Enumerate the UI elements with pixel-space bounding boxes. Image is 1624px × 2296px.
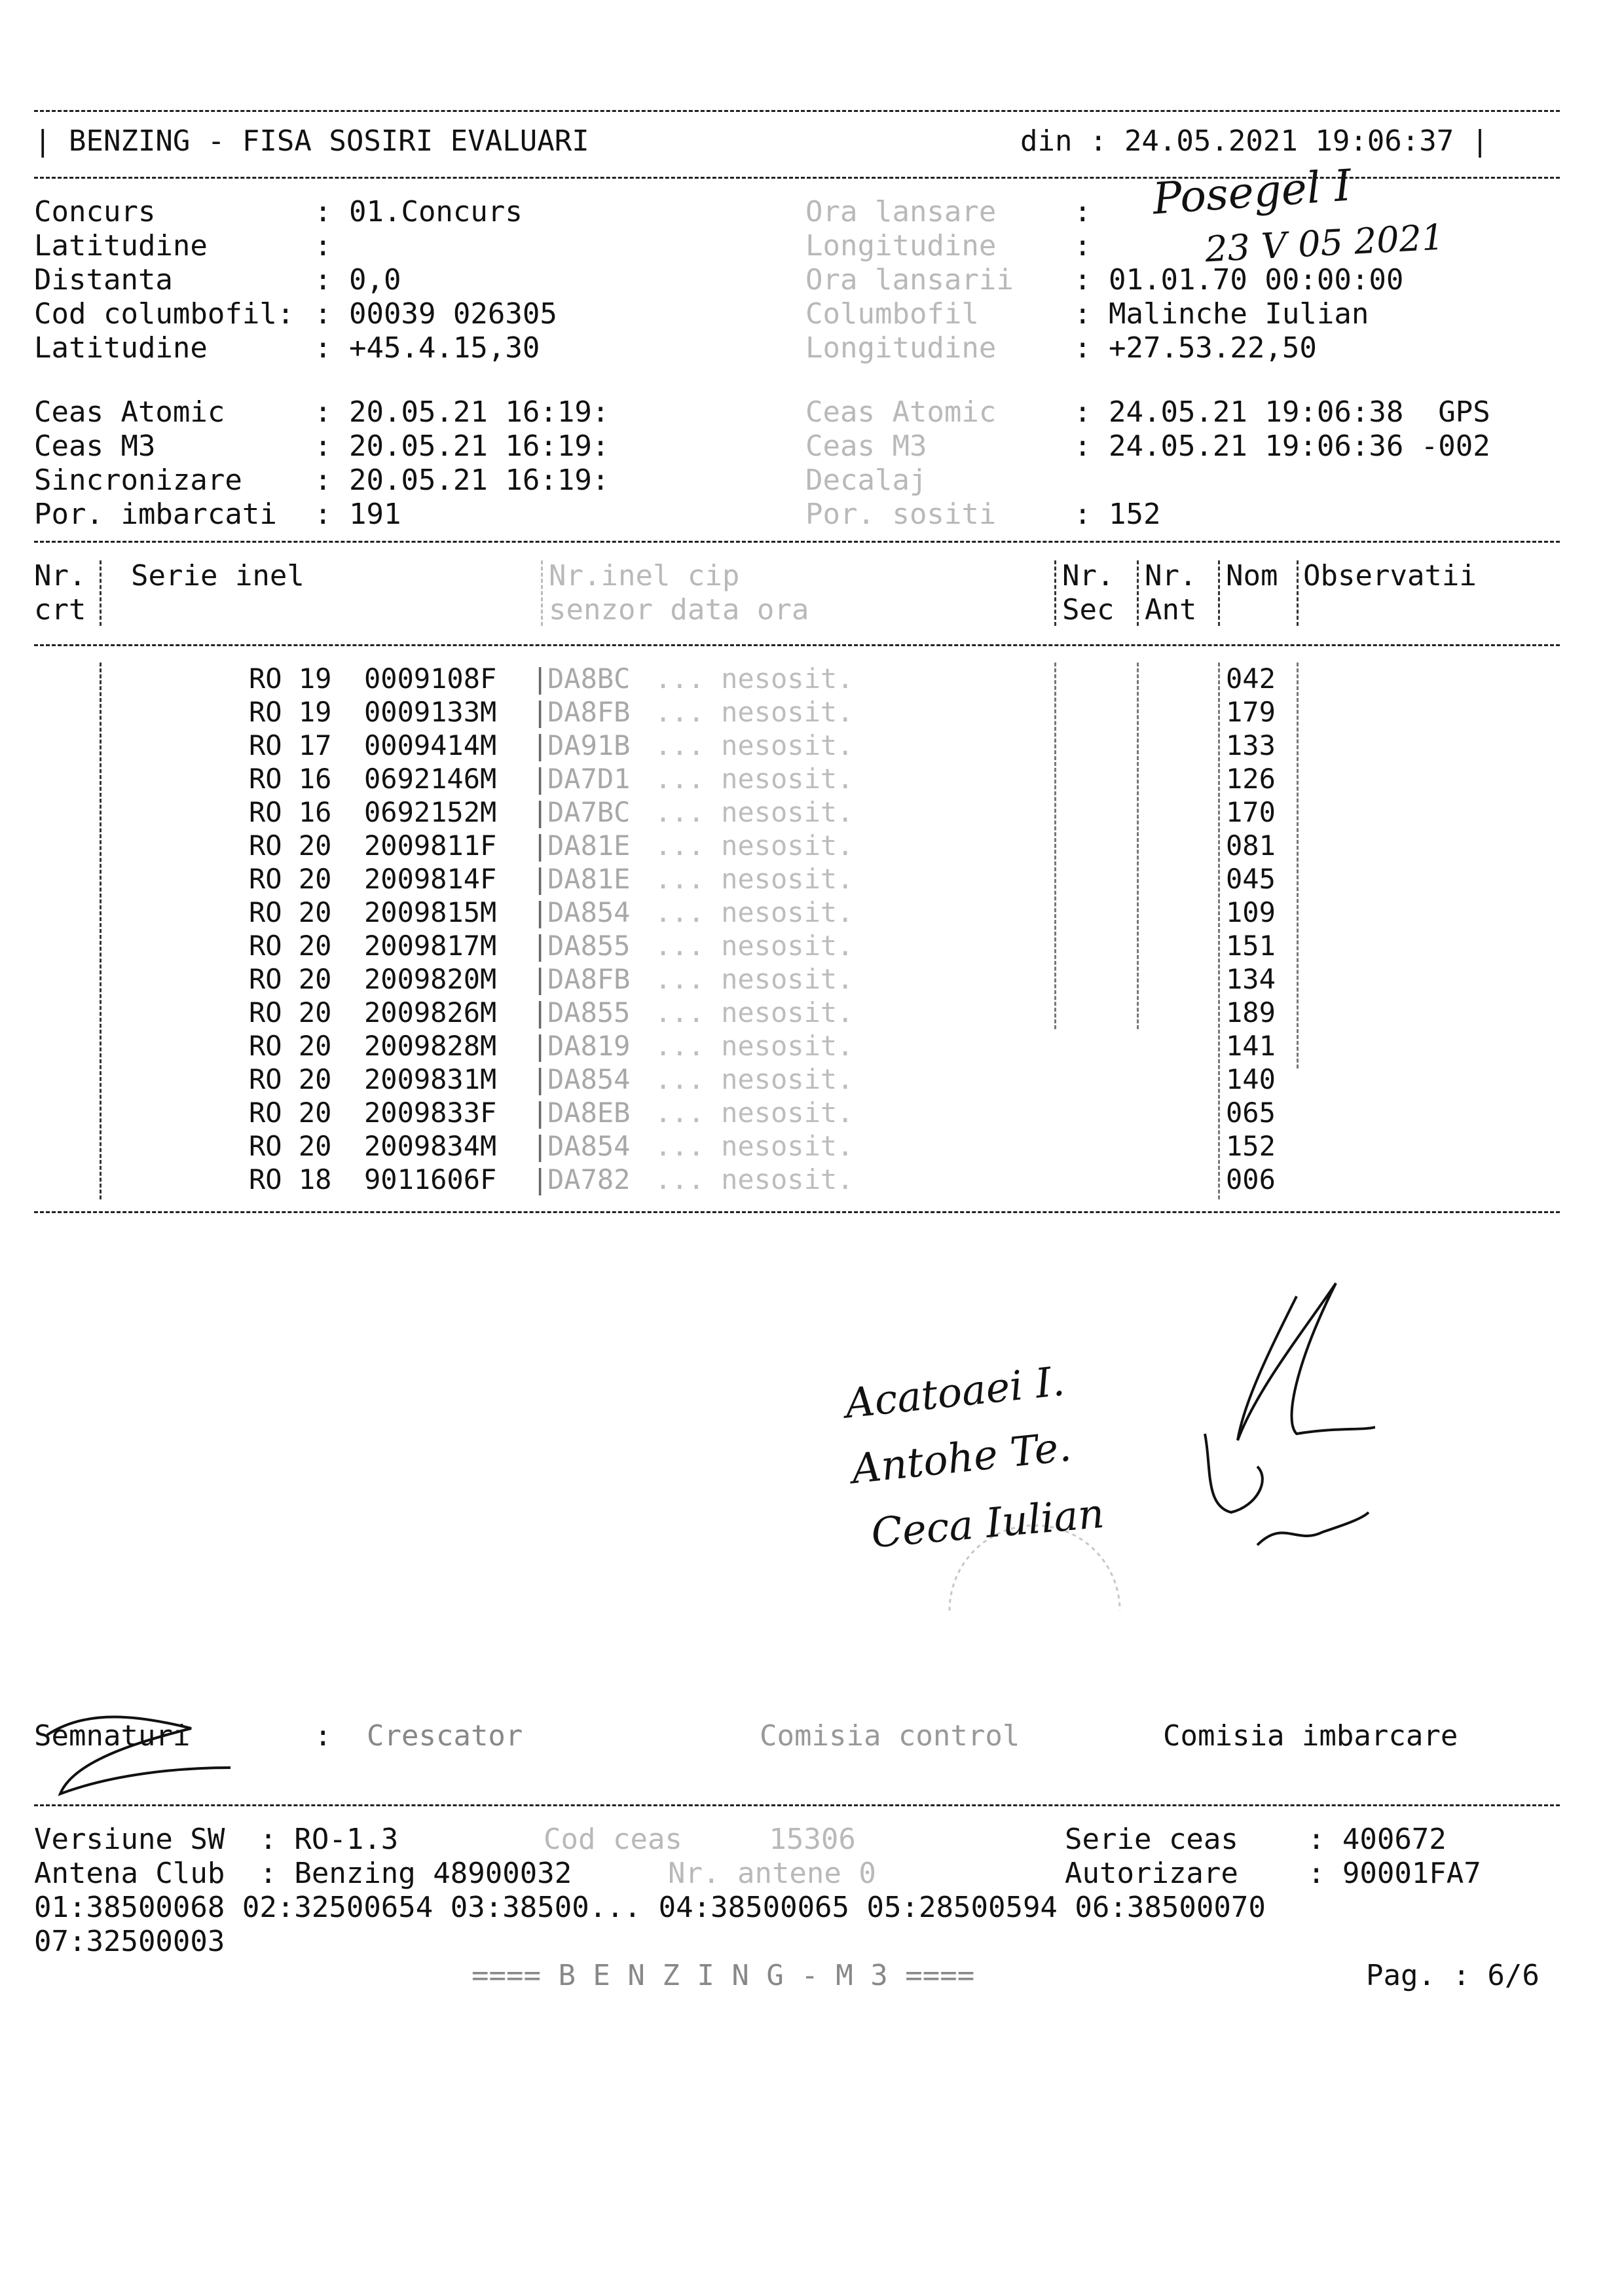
info-label: Latitudine — [34, 331, 208, 365]
col-nom: Nom — [1226, 559, 1278, 592]
col-sep — [1137, 663, 1139, 1029]
ring-number: RO 20 — [249, 1030, 348, 1062]
ring-serial: 2009815M — [364, 896, 497, 928]
ring-serial: 9011606F — [364, 1163, 497, 1195]
footer-antenna-list-2: 07:32500003 — [34, 1925, 225, 1958]
arrival-status: ... nesosit. — [655, 996, 854, 1029]
ring-serial: 2009811F — [364, 829, 497, 862]
clock-label: Ceas Atomic — [34, 395, 225, 429]
col-sep — [1137, 560, 1139, 626]
table-row — [0, 963, 1624, 996]
chip-id: DA819 — [547, 1030, 631, 1062]
cell-separator: | — [532, 996, 549, 1029]
table-bottom-rule — [34, 1211, 1560, 1213]
footer-serie: Serie ceas : 400672 — [1065, 1823, 1447, 1856]
ring-serial: 2009826M — [364, 996, 497, 1029]
cell-separator: | — [532, 1130, 549, 1162]
chip-id: DA91B — [547, 729, 631, 761]
ring-serial: 2009828M — [364, 1030, 497, 1062]
cell-separator: | — [532, 863, 549, 895]
arrival-status: ... nesosit. — [655, 1030, 854, 1062]
report-title: | BENZING - FISA SOSIRI EVALUARI — [34, 124, 589, 158]
arrival-status: ... nesosit. — [655, 1163, 854, 1195]
arrival-status: ... nesosit. — [655, 663, 854, 695]
clock-label: Ceas M3 — [805, 429, 927, 463]
footer-cod: Cod ceas 15306 — [544, 1823, 856, 1856]
clock-label: Por. imbarcati — [34, 498, 277, 531]
arrival-status: ... nesosit. — [655, 1063, 854, 1095]
clock-value: : 152 — [1074, 498, 1161, 531]
info-value: : 01.Concurs — [314, 195, 523, 228]
ring-number: RO 20 — [249, 996, 348, 1029]
ring-number: RO 16 — [249, 796, 348, 828]
nom-value: 045 — [1226, 863, 1276, 895]
arrival-status: ... nesosit. — [655, 696, 854, 728]
ring-number: RO 20 — [249, 963, 348, 995]
clock-value: : 20.05.21 16:19: — [314, 429, 610, 463]
info-value: : — [1074, 229, 1092, 263]
chip-id: DA7BC — [547, 796, 631, 828]
ring-serial: 2009834M — [364, 1130, 497, 1162]
cell-separator: | — [532, 1030, 549, 1062]
info-label: Latitudine — [34, 229, 208, 263]
table-row — [0, 1097, 1624, 1130]
ring-serial: 2009817M — [364, 930, 497, 962]
col-ant: Nr. — [1145, 559, 1197, 592]
chip-id: DA854 — [547, 1130, 631, 1162]
arrival-status: ... nesosit. — [655, 729, 854, 761]
info-value: : +45.4.15,30 — [314, 331, 540, 365]
col-ant-sub: Ant — [1145, 593, 1197, 627]
chip-id: DA81E — [547, 829, 631, 862]
crescator-signature — [34, 1696, 244, 1800]
table-row — [0, 1063, 1624, 1097]
col-sep — [1218, 560, 1220, 626]
page-number: Pag. : 6/6 — [1366, 1959, 1540, 1992]
footer-rule — [34, 1804, 1560, 1806]
sign-control: Comisia control — [760, 1719, 1020, 1753]
nom-value: 170 — [1226, 796, 1276, 828]
info-value: : Malinche Iulian — [1074, 297, 1369, 331]
table-row — [0, 696, 1624, 729]
table-row — [0, 863, 1624, 896]
ring-serial: 0009108F — [364, 663, 497, 695]
ring-number: RO 20 — [249, 896, 348, 928]
col-serie: Serie inel — [131, 559, 304, 592]
nom-value: 006 — [1226, 1163, 1276, 1195]
info-label: Cod columbofil: — [34, 297, 295, 331]
ring-serial: 2009833F — [364, 1097, 497, 1129]
col-crt: crt — [34, 593, 86, 627]
ring-number: RO 20 — [249, 829, 348, 862]
arrival-status: ... nesosit. — [655, 796, 854, 828]
clock-label: Decalaj — [805, 464, 927, 497]
signature-name: Acatoaei I. — [843, 1357, 1067, 1428]
footer-sw: Versiune SW : RO-1.3 — [34, 1823, 399, 1856]
cell-separator: | — [532, 796, 549, 828]
sign-colon: : — [314, 1719, 332, 1753]
col-sep — [100, 560, 101, 626]
chip-id: DA7D1 — [547, 763, 631, 795]
info-label: Ora lansarii — [805, 263, 1014, 297]
nom-value: 134 — [1226, 963, 1276, 995]
cell-separator: | — [532, 829, 549, 862]
ring-number: RO 17 — [249, 729, 348, 761]
info-value: : — [314, 229, 332, 263]
col-cip-sub: senzor data ora — [549, 593, 809, 627]
nom-value: 152 — [1226, 1130, 1276, 1162]
ring-number: RO 18 — [249, 1163, 348, 1195]
clock-value: : 191 — [314, 498, 401, 531]
info-label: Longitudine — [805, 229, 997, 263]
nom-value: 126 — [1226, 763, 1276, 795]
clock-value: : 20.05.21 16:19: — [314, 395, 610, 429]
signature-name: Antohe Te. — [849, 1422, 1074, 1493]
info-value: : 01.01.70 00:00:00 — [1074, 263, 1404, 297]
info-label: Concurs — [34, 195, 156, 228]
arrival-status: ... nesosit. — [655, 863, 854, 895]
info-label: Distanta — [34, 263, 173, 297]
ring-serial: 2009831M — [364, 1063, 497, 1095]
nom-value: 133 — [1226, 729, 1276, 761]
footer-antena: Antena Club : Benzing 48900032 — [34, 1857, 572, 1890]
clock-value: : 20.05.21 16:19: — [314, 464, 610, 497]
col-sep — [100, 663, 101, 1199]
col-sep — [1218, 663, 1220, 1199]
cell-separator: | — [532, 930, 549, 962]
ring-number: RO 19 — [249, 696, 348, 728]
cell-separator: | — [532, 1097, 549, 1129]
nom-value: 141 — [1226, 1030, 1276, 1062]
clock-label: Sincronizare — [34, 464, 242, 497]
ring-serial: 0692152M — [364, 796, 497, 828]
chip-id: DA8FB — [547, 963, 631, 995]
clock-label: Ceas Atomic — [805, 395, 997, 429]
table-row — [0, 930, 1624, 963]
ring-number: RO 20 — [249, 1130, 348, 1162]
table-top-rule — [34, 541, 1560, 543]
cell-separator: | — [532, 896, 549, 928]
table-row — [0, 896, 1624, 930]
col-sep — [1054, 560, 1056, 626]
ring-number: RO 20 — [249, 1063, 348, 1095]
nom-value: 179 — [1226, 696, 1276, 728]
chip-id: DA782 — [547, 1163, 631, 1195]
cell-separator: | — [532, 1063, 549, 1095]
chip-id: DA8BC — [547, 663, 631, 695]
table-row — [0, 729, 1624, 763]
clock-label: Ceas M3 — [34, 429, 156, 463]
cell-separator: | — [532, 729, 549, 761]
sign-imbarcare: Comisia imbarcare — [1163, 1719, 1458, 1753]
ring-serial: 0009133M — [364, 696, 497, 728]
footer-antenna-list: 01:38500068 02:32500654 03:38500... 04:38500065 05:28500594 06:38500070 — [34, 1891, 1266, 1924]
arrival-status: ... nesosit. — [655, 963, 854, 995]
ring-number: RO 20 — [249, 1097, 348, 1129]
col-sec-sub: Sec — [1062, 593, 1115, 627]
col-sec: Nr. — [1062, 559, 1115, 592]
nom-value: 042 — [1226, 663, 1276, 695]
nom-value: 065 — [1226, 1097, 1276, 1129]
col-sep — [1054, 663, 1056, 1029]
table-row — [0, 763, 1624, 796]
handwritten-date: 23 V 05 2021 — [1204, 216, 1445, 270]
ring-number: RO 19 — [249, 663, 348, 695]
info-value: : — [1074, 195, 1092, 228]
sign-label: Semnaturi — [34, 1719, 191, 1753]
table-header-rule — [34, 644, 1560, 646]
nom-value: 189 — [1226, 996, 1276, 1029]
sign-crescator: Crescator — [367, 1719, 523, 1753]
ring-serial: 0692146M — [364, 763, 497, 795]
ring-serial: 2009814F — [364, 863, 497, 895]
handwritten-note: Posegel I — [1151, 160, 1354, 225]
nom-value: 151 — [1226, 930, 1276, 962]
ring-serial: 2009820M — [364, 963, 497, 995]
info-label: Columbofil — [805, 297, 979, 331]
arrival-status: ... nesosit. — [655, 763, 854, 795]
table-row — [0, 996, 1624, 1030]
col-sep — [541, 560, 543, 626]
ring-number: RO 20 — [249, 863, 348, 895]
col-sep — [1297, 560, 1299, 626]
arrival-status: ... nesosit. — [655, 896, 854, 928]
nom-value: 140 — [1226, 1063, 1276, 1095]
arrival-status: ... nesosit. — [655, 930, 854, 962]
table-row — [0, 1130, 1624, 1163]
chip-id: DA81E — [547, 863, 631, 895]
footer-brand: ==== B E N Z I N G - M 3 ==== — [471, 1959, 975, 1992]
nom-value: 109 — [1226, 896, 1276, 928]
cell-separator: | — [532, 763, 549, 795]
table-row — [0, 1163, 1624, 1197]
chip-id: DA855 — [547, 930, 631, 962]
ring-number: RO 16 — [249, 763, 348, 795]
table-row — [0, 829, 1624, 863]
ring-serial: 0009414M — [364, 729, 497, 761]
footer-antene: Nr. antene 0 — [668, 1857, 876, 1890]
footer-autorizare: Autorizare : 90001FA7 — [1065, 1857, 1481, 1890]
clock-value: : 24.05.21 19:06:36 -002 — [1074, 429, 1490, 463]
col-obs: Observatii — [1303, 559, 1477, 592]
info-value: : 0,0 — [314, 263, 401, 297]
col-cip: Nr.inel cip — [549, 559, 740, 592]
cell-separator: | — [532, 963, 549, 995]
cell-separator: | — [532, 1163, 549, 1195]
clock-value: : 24.05.21 19:06:38 GPS — [1074, 395, 1490, 429]
signature-name: Ceca Iulian — [869, 1489, 1107, 1558]
info-label: Longitudine — [805, 331, 997, 365]
nom-value: 081 — [1226, 829, 1276, 862]
chip-id: DA854 — [547, 1063, 631, 1095]
col-nr: Nr. — [34, 559, 86, 592]
cell-separator: | — [532, 663, 549, 695]
arrival-status: ... nesosit. — [655, 1130, 854, 1162]
chip-id: DA855 — [547, 996, 631, 1029]
info-value: : 00039 026305 — [314, 297, 557, 331]
arrival-status: ... nesosit. — [655, 1097, 854, 1129]
arrival-status: ... nesosit. — [655, 829, 854, 862]
col-sep — [1297, 663, 1299, 1068]
report-date: din : 24.05.2021 19:06:37 | — [1020, 124, 1489, 158]
chip-id: DA8EB — [547, 1097, 631, 1129]
info-label: Ora lansare — [805, 195, 997, 228]
chip-id: DA8FB — [547, 696, 631, 728]
info-value: : +27.53.22,50 — [1074, 331, 1317, 365]
cell-separator: | — [532, 696, 549, 728]
table-row — [0, 1030, 1624, 1063]
table-row — [0, 796, 1624, 829]
chip-id: DA854 — [547, 896, 631, 928]
ring-number: RO 20 — [249, 930, 348, 962]
clock-label: Por. sositi — [805, 498, 997, 531]
top-rule — [34, 110, 1560, 112]
table-row — [0, 663, 1624, 696]
